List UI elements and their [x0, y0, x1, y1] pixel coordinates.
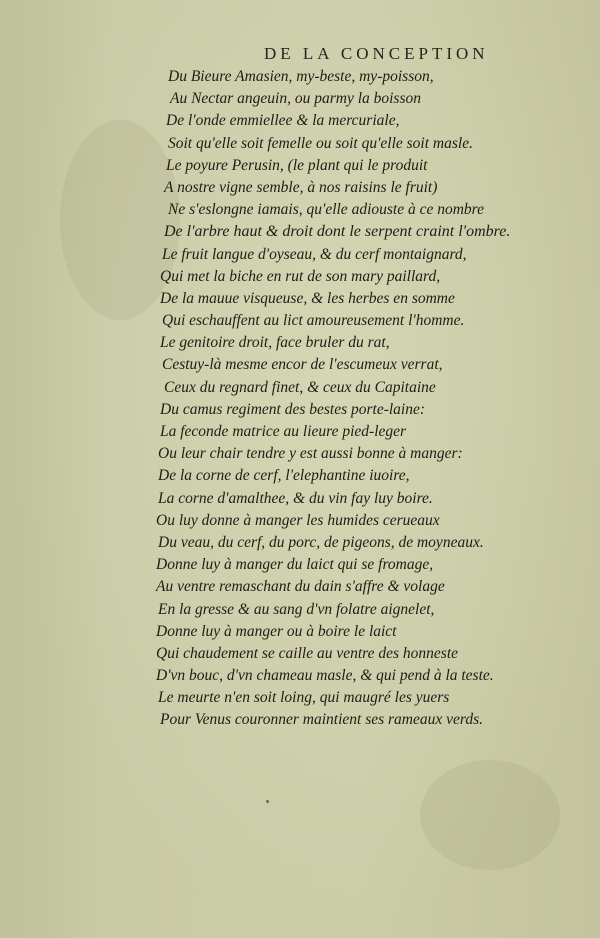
verse-line: Qui chaudement se caille au ventre des honneste: [156, 644, 459, 662]
verse-line: A nostre vigne semble, à nos raisins le fruit): [164, 178, 438, 196]
verse-line: De la mauue visqueuse, & les herbes en somme: [160, 289, 455, 307]
verse-line: Qui met la biche en rut de son mary paillard,: [160, 267, 441, 285]
verse-line: Du camus regiment des bestes porte-laine:: [160, 400, 426, 418]
verse-line: Du Bieure Amasien, my-beste, my-poisson,: [168, 68, 434, 85]
verse-line: Le genitoire droit, face bruler du rat,: [160, 334, 390, 352]
verse-line: Le fruit langue d'oyseau, & du cerf montaignard,: [162, 245, 467, 263]
verse-line: Pour Venus couronner maintient ses rameaux verds.: [160, 711, 484, 729]
verse-line: Au Nectar angeuin, ou parmy la boisson: [170, 90, 421, 108]
verse-block: [156, 66, 576, 732]
verse-line: Soit qu'elle soit femelle ou soit qu'elle soit masle.: [168, 134, 473, 152]
verse-line: De l'onde emmiellee & la mercuriale,: [166, 112, 400, 130]
verse-line: Ne s'eslongne iamais, qu'elle adiouste à ce nombre: [168, 201, 485, 219]
verse-line: Du veau, du cerf, du porc, de pigeons, de moyneaux.: [158, 533, 484, 551]
ink-speck: [266, 800, 269, 803]
verse-line: La feconde matrice au lieure pied-leger: [160, 423, 407, 440]
running-head: DE LA CONCEPTION: [264, 44, 489, 63]
verse-line: D'vn bouc, d'vn chameau masle, & qui pend à la teste.: [156, 667, 494, 685]
verse-line: De l'arbre haut & droit dont le serpent craint l'ombre.: [164, 223, 511, 241]
verse-line: Donne luy à manger du laict qui se fromage,: [156, 556, 434, 574]
verse-line: En la gresse & au sang d'vn folatre aignelet,: [158, 600, 435, 618]
verse-line: Au ventre remaschant du dain s'affre & volage: [156, 578, 445, 596]
verse-line: Le poyure Perusin, (le plant qui le produit: [166, 156, 428, 174]
verse-line: Donne luy à manger ou à boire le laict: [156, 622, 397, 640]
verse-line: Cestuy-là mesme encor de l'escumeux verrat,: [162, 356, 443, 374]
paper-stain: [420, 760, 560, 870]
verse-line: Qui eschauffent au lict amoureusement l'homme.: [162, 312, 465, 330]
verse-line: De la corne de cerf, l'elephantine iuoire,: [158, 467, 410, 485]
verse-line: Ceux du regnard finet, & ceux du Capitaine: [164, 378, 436, 396]
verse-line: Ou luy donne à manger les humides cerueaux: [156, 511, 440, 529]
verse-line: La corne d'amalthee, & du vin fay luy boire.: [158, 489, 433, 507]
verse-line: Ou leur chair tendre y est aussi bonne à manger:: [158, 445, 463, 463]
verse-line: Le meurte n'en soit loing, qui maugré les yuers: [158, 689, 450, 707]
